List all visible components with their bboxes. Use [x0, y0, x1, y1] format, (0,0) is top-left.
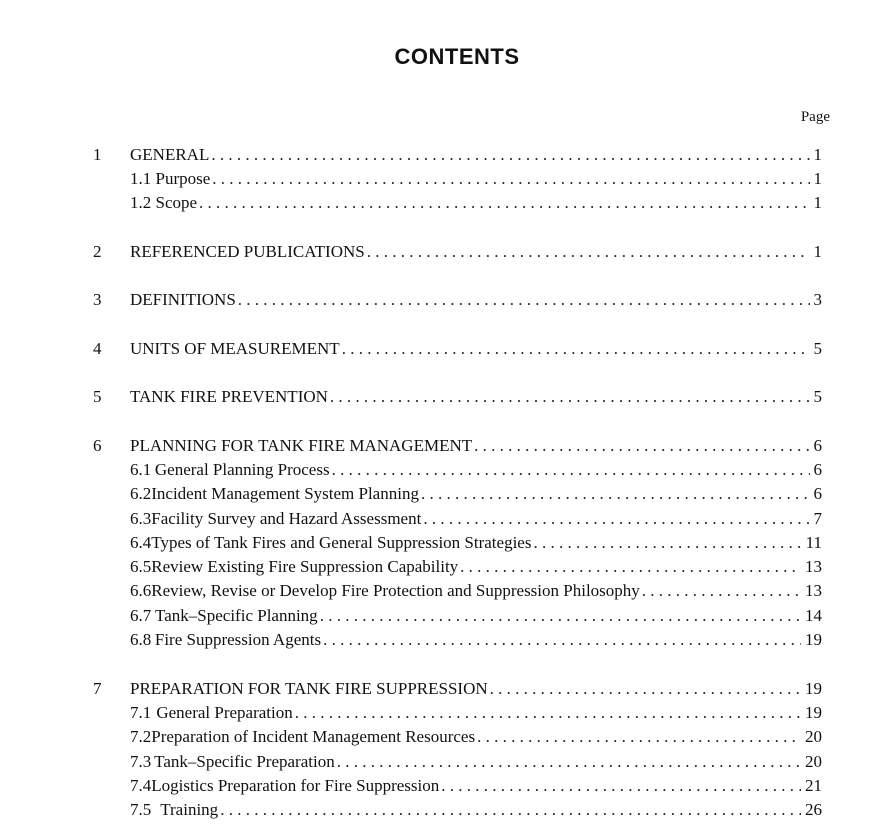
toc-page-number: 14 [805, 606, 822, 625]
toc-page-number: 20 [805, 727, 822, 746]
toc-entry-label: PLANNING FOR TANK FIRE MANAGEMENT [130, 436, 473, 455]
toc-entry-label: Facility Survey and Hazard Assessment [151, 509, 422, 528]
toc-chapter-number: 7 [93, 679, 102, 698]
toc-section-entry[interactable] [130, 751, 822, 773]
toc-section-entry[interactable] [130, 580, 822, 602]
dot-leader [332, 459, 810, 481]
toc-section-number: 6.7 [130, 606, 152, 625]
page-column-header: Page [800, 109, 830, 125]
dot-leader [342, 338, 810, 360]
toc-section-number: 7.2 [130, 727, 152, 746]
toc-section-number: 7.4 [130, 776, 152, 795]
toc-page-number: 6 [813, 436, 822, 455]
dot-leader [642, 580, 801, 602]
toc-chapter-entry[interactable] [130, 144, 822, 166]
toc-entry-label: Types of Tank Fires and General Suppression Strategies [151, 533, 532, 552]
toc-section-entry[interactable] [130, 775, 822, 797]
dot-leader [323, 629, 801, 651]
toc-page-number: 11 [805, 533, 822, 552]
dot-leader [490, 678, 801, 700]
toc-section-number: 6.5 [130, 557, 152, 576]
toc-section-entry[interactable] [130, 483, 822, 505]
dot-leader [441, 775, 801, 797]
toc-chapter-number: 4 [93, 339, 102, 358]
toc-entry-label: Tank–Specific Planning [155, 606, 318, 625]
toc-section-entry[interactable] [130, 629, 822, 651]
toc-chapter-entry[interactable] [130, 435, 822, 457]
toc-section-entry[interactable] [130, 726, 822, 748]
dot-leader [220, 799, 801, 821]
dot-leader [367, 241, 810, 263]
toc-page-number: 5 [813, 339, 822, 358]
dot-leader [460, 556, 801, 578]
toc-entry-label: REFERENCED PUBLICATIONS [130, 242, 365, 261]
toc-entry-label: UNITS OF MEASUREMENT [130, 339, 340, 358]
dot-leader [337, 751, 801, 773]
toc-page-number: 6 [813, 460, 822, 479]
dot-leader [238, 289, 810, 311]
toc-entry-label: TANK FIRE PREVENTION [130, 387, 328, 406]
toc-page-number: 6 [813, 484, 822, 503]
dot-leader [295, 702, 801, 724]
toc-page-number: 1 [813, 193, 822, 212]
toc-chapter-entry[interactable] [130, 241, 822, 263]
toc-chapter-entry[interactable] [130, 289, 822, 311]
toc-entry-label: GENERAL [130, 145, 210, 164]
toc-page-number: 19 [805, 679, 822, 698]
toc-section-number: 6.3 [130, 509, 152, 528]
toc-page-number: 7 [813, 509, 822, 528]
toc-entry-label: Incident Management System Planning [151, 484, 419, 503]
toc-page-number: 3 [813, 290, 822, 309]
toc-page-number: 21 [805, 776, 822, 795]
toc-entry-label: 1.2 Scope [130, 193, 198, 212]
toc-entry-label: Training [160, 800, 219, 819]
dot-leader [330, 386, 810, 408]
dot-leader [211, 144, 809, 166]
toc-entry-label: PREPARATION FOR TANK FIRE SUPPRESSION [130, 679, 488, 698]
toc-entry-label: 1.1 Purpose [130, 169, 211, 188]
toc-section-entry[interactable] [130, 605, 822, 627]
toc-chapter-number: 6 [93, 436, 102, 455]
toc-entry-label: General Preparation [156, 703, 293, 722]
toc-page-number: 13 [805, 581, 822, 600]
dot-leader [423, 508, 809, 530]
toc-section-entry[interactable] [130, 799, 822, 821]
dot-leader [474, 435, 809, 457]
dot-leader [212, 168, 809, 190]
toc-entry-label: Preparation of Incident Management Resources [151, 727, 476, 746]
dot-leader [477, 726, 801, 748]
toc-section-number: 6.1 [130, 460, 152, 479]
toc-section-number: 6.6 [130, 581, 152, 600]
toc-section-number: 6.4 [130, 533, 152, 552]
dot-leader [320, 605, 801, 627]
toc-entry-label: DEFINITIONS [130, 290, 236, 309]
toc-section-number: 7.3 [130, 752, 152, 771]
dot-leader [421, 483, 810, 505]
toc-section-number: 7.1 [130, 703, 152, 722]
toc-chapter-number: 3 [93, 290, 102, 309]
toc-entry-label: Tank–Specific Preparation [154, 752, 335, 771]
toc-section-entry[interactable] [130, 532, 822, 554]
toc-section-entry[interactable] [130, 702, 822, 724]
toc-section-number: 6.2 [130, 484, 152, 503]
toc-section-entry[interactable] [130, 168, 822, 190]
toc-page-number: 13 [805, 557, 822, 576]
dot-leader [533, 532, 801, 554]
toc-section-number: 6.8 [130, 630, 152, 649]
toc-page-number: 20 [805, 752, 822, 771]
toc-page-number: 1 [813, 169, 822, 188]
toc-section-number: 7.5 [130, 800, 152, 819]
toc-chapter-entry[interactable] [130, 338, 822, 360]
toc-page-number: 19 [805, 630, 822, 649]
toc-entry-label: Review, Revise or Develop Fire Protection and Suppression Philosophy [151, 581, 640, 600]
toc-chapter-number: 5 [93, 387, 102, 406]
toc-chapter-entry[interactable] [130, 386, 822, 408]
toc-page-number: 26 [805, 800, 822, 819]
dot-leader [199, 192, 809, 214]
toc-chapter-number: 1 [93, 145, 102, 164]
toc-section-entry[interactable] [130, 508, 822, 530]
toc-entry-label: Review Existing Fire Suppression Capability [151, 557, 459, 576]
toc-chapter-number: 2 [93, 242, 102, 261]
toc-entry-label: General Planning Process [154, 460, 330, 479]
toc-chapter-entry[interactable] [130, 678, 822, 700]
toc-entry-label: Logistics Preparation for Fire Suppression [151, 776, 440, 795]
toc-entry-label: Fire Suppression Agents [154, 630, 322, 649]
toc-page-number: 5 [813, 387, 822, 406]
toc-section-entry[interactable] [130, 556, 822, 578]
toc-page-number: 1 [813, 145, 822, 164]
toc-section-entry[interactable] [130, 192, 822, 214]
page-title: CONTENTS [394, 44, 520, 69]
toc-page-number: 19 [805, 703, 822, 722]
toc-page-number: 1 [813, 242, 822, 261]
toc-section-entry[interactable] [130, 459, 822, 481]
